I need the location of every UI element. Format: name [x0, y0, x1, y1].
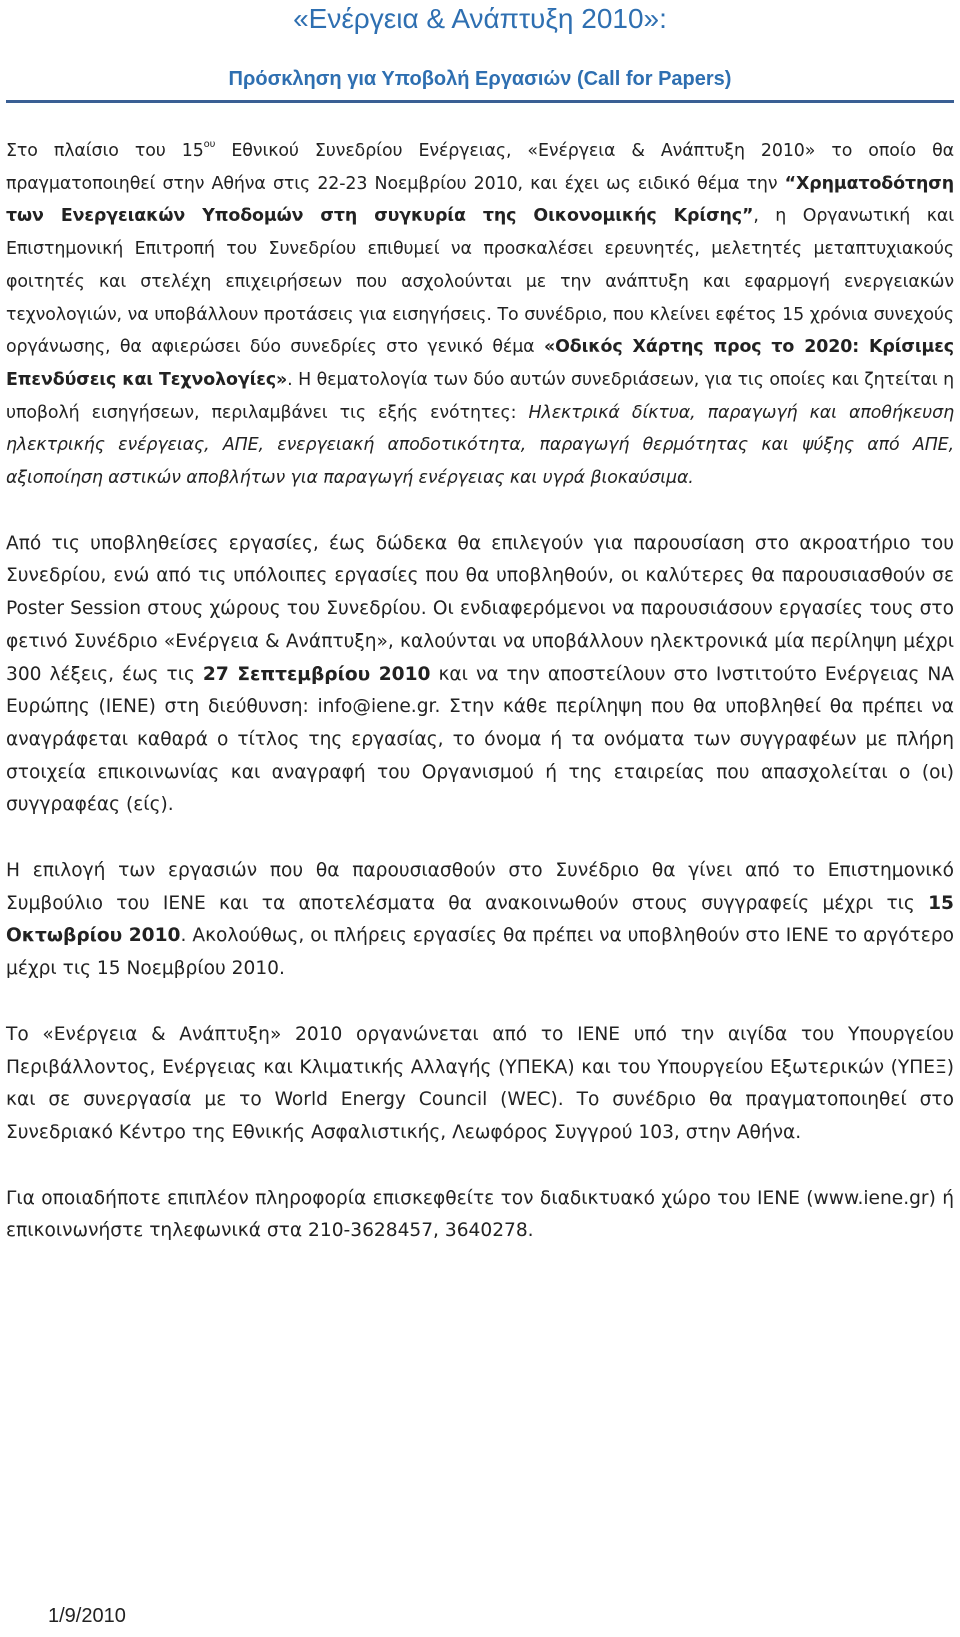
- paragraph-intro: [6, 135, 954, 495]
- title-divider: [6, 100, 954, 103]
- selection-text-end: . Ακολούθως, οι πλήρεις εργασίες θα πρέπει να υποβληθούν στο ΙΕΝΕ το αργότερο μέχρι τις 15 Νοεμβρίου 2010.: [6, 925, 954, 980]
- sessions-topic: «Οδικός Χάρτης προς το 2020: Κρίσιμες Επενδύσεις και Τεχνολογίες»: [6, 337, 954, 390]
- paragraph-selection: [6, 855, 954, 986]
- ordinal-superscript: ου: [203, 139, 216, 150]
- paragraph-submission: [6, 528, 954, 822]
- selection-text-start: Η επιλογή των εργασιών που θα παρουσιασθούν στο Συνέδριο θα γίνει από το Επιστημονικό Συμβούλιο του ΙΕΝΕ και τα αποτελέσματα θα ανακοινωθούν στους συγγραφείς μέχρι τις: [6, 860, 954, 914]
- intro-text-sections: . Η θεματολογία των δύο αυτών συνεδριάσεων, για τις οποίες και ζητείται η υποβολή εισηγήσεων, περιλαμβάνει τις εξής ενότητες:: [6, 369, 954, 423]
- document-title: «Ενέργεια & Ανάπτυξη 2010»:: [293, 3, 667, 34]
- special-theme: “Χρηματοδότηση των Ενεργειακών Υποδομών στη συγκυρία της Οικονομικής Κρίσης”: [6, 173, 954, 227]
- submission-text-end: και να την αποστείλουν στο Ινστιτούτο Ενέργειας ΝΑ Ευρώπης (ΙΕΝΕ) στη διεύθυνση: info@iene.gr. Στην κάθε περίληψη που θα υποβληθεί θα πρέπει να αναγράφεται καθαρά ο τίτλος της εργασίας, το όνομα ή τα ονόματα των συγγραφέων με πλήρη στοιχεία επικοινωνίας και αναγραφή του Οργανισμού ή της εταιρείας που απασχολείται ο (οι) συγγραφέας (είς).: [6, 663, 954, 816]
- submission-text-start: Από τις υποβληθείσες εργασίες, έως δώδεκα θα επιλεγούν για παρουσίαση στο ακροατήριο του Συνεδρίου, ενώ από τις υπόλοιπες εργασίες που θα υποβληθούν, οι καλύτερες θα παρουσιασθούν σε Poster Session στους χώρους του Συνεδρίου. Οι ενδιαφερόμενοι να παρουσιάσουν εργασίες τους στο φετινό Συνέδριο «Ενέργεια & Ανάπτυξη», καλούνται να υποβάλλουν ηλεκτρονικά μία περίληψη μέχρι 300 λέξεις, έως τις: [6, 532, 954, 685]
- abstract-deadline: 27 Σεπτεμβρίου 2010: [202, 663, 431, 685]
- document-subtitle: Πρόσκληση για Υποβολή Εργασιών (Call for Papers): [228, 68, 732, 90]
- intro-text-start: Στο πλαίσιο του 15: [6, 141, 204, 161]
- intro-text-invitation: , η Οργανωτική και Επιστημονική Επιτροπή του Συνεδρίου επιθυμεί να προσκαλέσει ερευνητές, μελετητές μεταπτυχιακούς φοιτητές και στελέχη επιχειρήσεων που ασχολούνται με την ανάπτυξη και εφαρμογή ενεργειακών τεχνολογιών, να υποβάλλουν προτάσεις για εισηγήσεις. Το συνέδριο, που κλείνει εφέτος 15 χρόνια συνεχούς οργάνωσης, θα αφιερώσει δύο συνεδρίες στο γενικό θέμα: [6, 206, 954, 358]
- paragraph-contact: Για οποιαδήποτε επιπλέον πληροφορία επισκεφθείτε τον διαδικτυακό χώρο του ΙΕΝΕ (www.iene.gr) ή επικοινωνήστε τηλεφωνικά στα 210-3628457, 3640278.: [6, 1187, 954, 1242]
- results-date: 15 Οκτωβρίου 2010: [6, 892, 954, 947]
- sections-list: Ηλεκτρικά δίκτυα, παραγωγή και αποθήκευση ηλεκτρικής ενέργειας, ΑΠΕ, ενεργειακή αποδοτικότητα, παραγωγή θερμότητας και ψύξης από ΑΠΕ, αξιοποίηση αστικών αποβλήτων για παραγωγή ενέργειας και υγρά βιοκαύσιμα.: [6, 402, 954, 489]
- footer-date: 1/9/2010: [48, 1605, 126, 1627]
- paragraph-organization: Το «Ενέργεια & Ανάπτυξη» 2010 οργανώνεται από το ΙΕΝΕ υπό την αιγίδα του Υπουργείου Περιβάλλοντος, Ενέργειας και Κλιματικής Αλλαγής (ΥΠΕΚΑ) και του Υπουργείου Εξωτερικών (ΥΠΕΞ) και σε συνεργασία με το World Energy Council (WEC). Το συνέδριο θα πραγματοποιηθεί στο Συνεδριακό Κέντρο της Εθνικής Ασφαλιστικής, Λεωφόρος Συγγρού 103, στην Αθήνα.: [6, 1023, 954, 1143]
- intro-text-conference: Εθνικού Συνεδρίου Ενέργειας, «Ενέργεια & Ανάπτυξη 2010» το οποίο θα πραγματοποιηθεί στην Αθήνα στις 22-23 Νοεμβρίου 2010, και έχει ως ειδικό θέμα την: [6, 141, 954, 194]
